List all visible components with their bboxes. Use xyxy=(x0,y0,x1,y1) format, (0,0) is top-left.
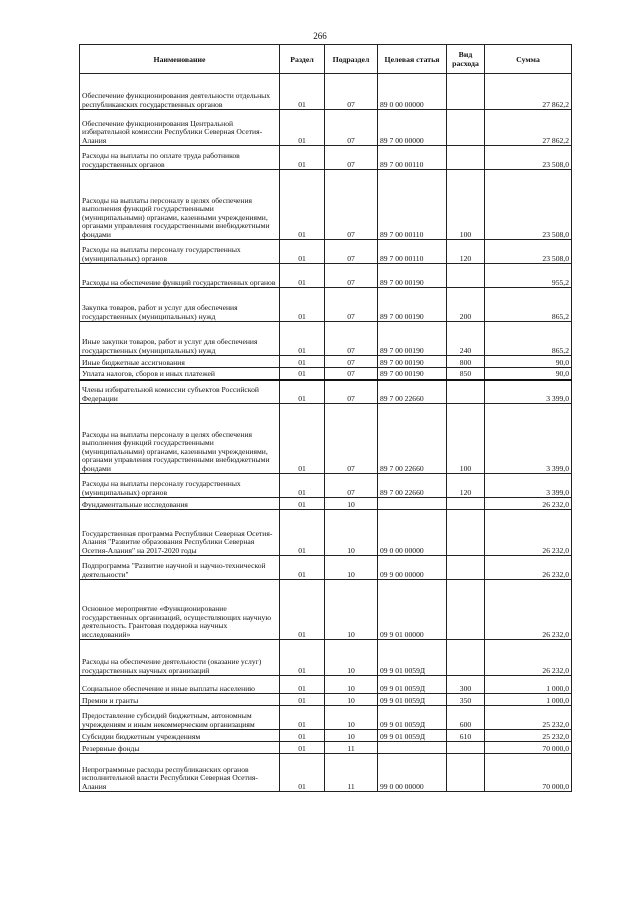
cell-subsection: 07 xyxy=(325,380,378,404)
cell-expense-type: 200 xyxy=(447,288,485,322)
cell-amount: 90,0 xyxy=(485,368,572,380)
cell-target: 89 7 00 00190 xyxy=(378,356,447,368)
cell-amount: 70 000,0 xyxy=(485,754,572,792)
cell-section: 01 xyxy=(280,706,325,730)
cell-name: Расходы на выплаты персоналу государственных (муниципальных) органов xyxy=(80,474,280,498)
cell-name: Обеспечение функционирования Центральной избирательной комиссии Республики Северная Осетия-Алания xyxy=(80,110,280,146)
cell-subsection: 07 xyxy=(325,240,378,264)
cell-subsection: 11 xyxy=(325,754,378,792)
cell-name: Фундаментальные исследования xyxy=(80,498,280,510)
cell-target: 89 7 00 22660 xyxy=(378,404,447,474)
cell-name: Непрограммные расходы республиканских органов исполнительной власти Республики Северная Осетия-Алания xyxy=(80,754,280,792)
cell-name: Предоставление субсидий бюджетным, автономным учреждениям и иным некоммерческим организациям xyxy=(80,706,280,730)
table-row xyxy=(80,74,572,110)
cell-subsection: 07 xyxy=(325,288,378,322)
cell-subsection: 10 xyxy=(325,556,378,580)
cell-subsection: 07 xyxy=(325,110,378,146)
table-row xyxy=(80,288,572,322)
cell-subsection: 10 xyxy=(325,694,378,706)
cell-expense-type xyxy=(447,146,485,170)
cell-section: 01 xyxy=(280,288,325,322)
cell-subsection: 07 xyxy=(325,368,378,380)
cell-target: 89 7 00 00000 xyxy=(378,110,447,146)
cell-name: Иные бюджетные ассигнования xyxy=(80,356,280,368)
cell-expense-type: 100 xyxy=(447,404,485,474)
cell-subsection: 07 xyxy=(325,474,378,498)
table-row xyxy=(80,264,572,288)
table-row xyxy=(80,368,572,380)
cell-expense-type: 610 xyxy=(447,730,485,742)
cell-name: Расходы на обеспечение функций государственных органов xyxy=(80,264,280,288)
cell-expense-type: 800 xyxy=(447,356,485,368)
cell-section: 01 xyxy=(280,356,325,368)
cell-section: 01 xyxy=(280,556,325,580)
table-row xyxy=(80,706,572,730)
table-row xyxy=(80,380,572,404)
table-row xyxy=(80,580,572,640)
cell-expense-type xyxy=(447,510,485,556)
cell-target: 99 0 00 00000 xyxy=(378,754,447,792)
cell-expense-type xyxy=(447,556,485,580)
cell-subsection: 07 xyxy=(325,146,378,170)
cell-section: 01 xyxy=(280,146,325,170)
cell-subsection: 07 xyxy=(325,356,378,368)
cell-expense-type xyxy=(447,742,485,754)
cell-subsection: 10 xyxy=(325,706,378,730)
cell-name: Члены избирательной комиссии субъектов Российской Федерации xyxy=(80,380,280,404)
cell-expense-type: 120 xyxy=(447,474,485,498)
cell-name: Резервные фонды xyxy=(80,742,280,754)
cell-target: 89 7 00 00190 xyxy=(378,264,447,288)
cell-amount: 90,0 xyxy=(485,356,572,368)
budget-table xyxy=(79,44,572,792)
page-number: 266 xyxy=(313,31,327,41)
cell-expense-type xyxy=(447,580,485,640)
table-row xyxy=(80,404,572,474)
cell-target: 89 7 00 00110 xyxy=(378,170,447,240)
table-row xyxy=(80,676,572,694)
cell-section: 01 xyxy=(280,510,325,556)
cell-subsection: 07 xyxy=(325,322,378,356)
table-row xyxy=(80,170,572,240)
cell-target: 09 9 01 00000 xyxy=(378,580,447,640)
cell-target: 89 7 00 22660 xyxy=(378,474,447,498)
cell-name: Закупка товаров, работ и услуг для обеспечения государственных (муниципальных) нужд xyxy=(80,288,280,322)
cell-amount: 3 399,0 xyxy=(485,380,572,404)
cell-expense-type: 350 xyxy=(447,694,485,706)
cell-name: Основное мероприятие «Функционирование государственных организаций, осуществляющих научную деятельность. Грантовая поддержка научных исследований» xyxy=(80,580,280,640)
table-row xyxy=(80,356,572,368)
cell-section: 01 xyxy=(280,754,325,792)
table-row xyxy=(80,474,572,498)
cell-name: Расходы на выплаты персоналу в целях обеспечения выполнения функций государственными (муниципальными) органами, казенными учреждениями, органами управления государственными внебюджетными фондами xyxy=(80,404,280,474)
cell-section: 01 xyxy=(280,110,325,146)
cell-section: 01 xyxy=(280,74,325,110)
cell-subsection: 10 xyxy=(325,510,378,556)
cell-name: Иные закупки товаров, работ и услуг для обеспечения государственных (муниципальных) нужд xyxy=(80,322,280,356)
cell-target: 89 0 00 00000 xyxy=(378,74,447,110)
cell-expense-type xyxy=(447,380,485,404)
cell-section: 01 xyxy=(280,694,325,706)
cell-target: 09 9 01 0059Д xyxy=(378,706,447,730)
table-row xyxy=(80,510,572,556)
cell-amount: 26 232,0 xyxy=(485,498,572,510)
cell-subsection: 07 xyxy=(325,170,378,240)
cell-subsection: 10 xyxy=(325,580,378,640)
cell-subsection: 10 xyxy=(325,730,378,742)
table-row xyxy=(80,694,572,706)
cell-amount: 1 000,0 xyxy=(485,694,572,706)
cell-amount: 955,2 xyxy=(485,264,572,288)
cell-expense-type: 120 xyxy=(447,240,485,264)
cell-amount: 27 862,2 xyxy=(485,110,572,146)
cell-expense-type xyxy=(447,754,485,792)
cell-target: 89 7 00 22660 xyxy=(378,380,447,404)
cell-section: 01 xyxy=(280,580,325,640)
cell-name: Расходы на выплаты персоналу в целях обеспечения выполнения функций государственными (муниципальными) органами, казенными учреждениями, органами управления государственными внебюджетными фондами xyxy=(80,170,280,240)
cell-expense-type: 850 xyxy=(447,368,485,380)
table-row xyxy=(80,742,572,754)
table-row xyxy=(80,322,572,356)
cell-section: 01 xyxy=(280,404,325,474)
cell-amount: 26 232,0 xyxy=(485,510,572,556)
cell-section: 01 xyxy=(280,240,325,264)
cell-target: 09 9 01 0059Д xyxy=(378,676,447,694)
cell-section: 01 xyxy=(280,640,325,676)
cell-expense-type xyxy=(447,264,485,288)
cell-name: Подпрограмма "Развитие научной и научно-технической деятельности" xyxy=(80,556,280,580)
cell-subsection: 07 xyxy=(325,264,378,288)
cell-expense-type: 100 xyxy=(447,170,485,240)
cell-section: 01 xyxy=(280,170,325,240)
cell-section: 01 xyxy=(280,498,325,510)
cell-target: 89 7 00 00110 xyxy=(378,146,447,170)
cell-target: 09 0 00 00000 xyxy=(378,510,447,556)
cell-name: Уплата налогов, сборов и иных платежей xyxy=(80,368,280,380)
cell-name: Расходы на обеспечение деятельности (оказание услуг) государственных научных организаций xyxy=(80,640,280,676)
table-row xyxy=(80,146,572,170)
cell-subsection: 10 xyxy=(325,640,378,676)
cell-section: 01 xyxy=(280,322,325,356)
cell-subsection: 07 xyxy=(325,74,378,110)
cell-name: Премии и гранты xyxy=(80,694,280,706)
cell-name: Государственная программа Республики Северная Осетия-Алания "Развитие образования Республики Северная Осетия-Алания" на 2017-2020 годы xyxy=(80,510,280,556)
cell-subsection: 07 xyxy=(325,404,378,474)
table-row xyxy=(80,640,572,676)
cell-target: 09 9 01 0059Д xyxy=(378,730,447,742)
cell-expense-type: 240 xyxy=(447,322,485,356)
header-amount: Сумма xyxy=(485,45,572,74)
cell-target: 89 7 00 00190 xyxy=(378,368,447,380)
cell-target: 09 9 00 00000 xyxy=(378,556,447,580)
cell-amount: 3 399,0 xyxy=(485,474,572,498)
cell-amount: 23 508,0 xyxy=(485,170,572,240)
header-name: Наименование xyxy=(80,45,280,74)
cell-expense-type: 600 xyxy=(447,706,485,730)
cell-amount: 25 232,0 xyxy=(485,730,572,742)
cell-amount: 25 232,0 xyxy=(485,706,572,730)
cell-target: 09 9 01 0059Д xyxy=(378,640,447,676)
cell-section: 01 xyxy=(280,474,325,498)
cell-target: 89 7 00 00110 xyxy=(378,240,447,264)
cell-target: 89 7 00 00190 xyxy=(378,322,447,356)
table-row xyxy=(80,754,572,792)
cell-expense-type xyxy=(447,640,485,676)
cell-name: Обеспечение функционирования деятельности отдельных республиканских государственных органов xyxy=(80,74,280,110)
cell-amount: 1 000,0 xyxy=(485,676,572,694)
cell-name: Социальное обеспечение и иные выплаты населению xyxy=(80,676,280,694)
cell-amount: 70 000,0 xyxy=(485,742,572,754)
cell-target xyxy=(378,498,447,510)
cell-expense-type xyxy=(447,110,485,146)
header-row xyxy=(80,45,572,74)
cell-section: 01 xyxy=(280,742,325,754)
cell-name: Расходы на выплаты персоналу государственных (муниципальных) органов xyxy=(80,240,280,264)
header-subsection: Подраздел xyxy=(325,45,378,74)
header-section: Раздел xyxy=(280,45,325,74)
cell-amount: 27 862,2 xyxy=(485,74,572,110)
cell-section: 01 xyxy=(280,264,325,288)
cell-amount: 26 232,0 xyxy=(485,640,572,676)
cell-subsection: 10 xyxy=(325,498,378,510)
table-row xyxy=(80,240,572,264)
cell-target: 09 9 01 0059Д xyxy=(378,694,447,706)
cell-amount: 26 232,0 xyxy=(485,556,572,580)
cell-expense-type xyxy=(447,498,485,510)
header-target: Целевая статья xyxy=(378,45,447,74)
cell-name: Расходы на выплаты по оплате труда работников государственных органов xyxy=(80,146,280,170)
table-row xyxy=(80,556,572,580)
cell-name: Субсидии бюджетным учреждениям xyxy=(80,730,280,742)
cell-amount: 865,2 xyxy=(485,322,572,356)
cell-expense-type xyxy=(447,74,485,110)
table-row xyxy=(80,730,572,742)
cell-subsection: 10 xyxy=(325,676,378,694)
cell-section: 01 xyxy=(280,676,325,694)
cell-amount: 3 399,0 xyxy=(485,404,572,474)
cell-subsection: 11 xyxy=(325,742,378,754)
cell-target: 89 7 00 00190 xyxy=(378,288,447,322)
cell-section: 01 xyxy=(280,730,325,742)
cell-expense-type: 300 xyxy=(447,676,485,694)
cell-section: 01 xyxy=(280,368,325,380)
cell-amount: 26 232,0 xyxy=(485,580,572,640)
cell-amount: 865,2 xyxy=(485,288,572,322)
cell-amount: 23 508,0 xyxy=(485,240,572,264)
table-row xyxy=(80,498,572,510)
header-expense-type: Вид расхода xyxy=(447,45,485,74)
cell-section: 01 xyxy=(280,380,325,404)
table-row xyxy=(80,110,572,146)
cell-amount: 23 508,0 xyxy=(485,146,572,170)
cell-target xyxy=(378,742,447,754)
